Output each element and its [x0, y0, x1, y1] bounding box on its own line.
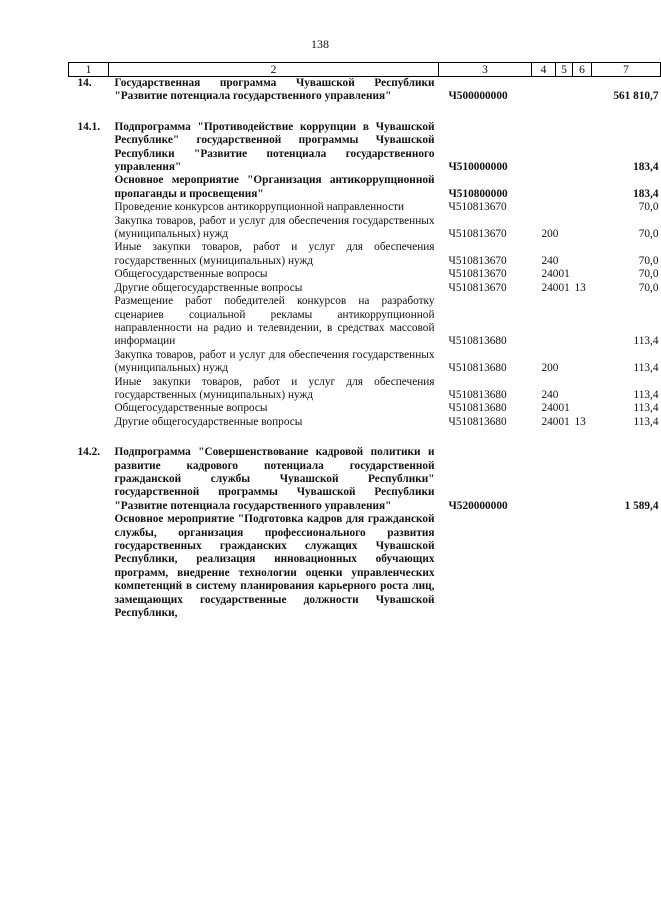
- row-name: Другие общегосударственные вопросы: [114, 281, 303, 294]
- header-col-6: 6: [573, 63, 592, 77]
- row-section: 01: [558, 268, 570, 281]
- row-amount: 70,0: [638, 201, 659, 214]
- table-row: [69, 282, 661, 295]
- row-name: Другие общегосударственные вопросы: [114, 415, 303, 428]
- row-section: 01: [558, 281, 570, 294]
- row-number: [69, 295, 109, 349]
- row-name: Основное мероприятие "Подготовка кадров для гражданской службы, организация профессионального развития государственных гражданских служащих Чувашской Республики, реализация инновационных обучающих программ, внедрение технологии оценки управленческих компетенций в систему планирования карьерного роста лиц, замещающих государственные должности Чувашской Республики,: [114, 513, 435, 620]
- row-subsection: [573, 201, 592, 214]
- row-amount: 70,0: [638, 268, 659, 281]
- row-amount: 561 810,7: [613, 90, 659, 103]
- header-col-4: 4: [532, 63, 556, 77]
- row-subsection: [573, 349, 592, 376]
- row-amount: 113,4: [633, 415, 659, 428]
- row-target-code: Ч510813670: [448, 228, 507, 241]
- row-expense-type: 240: [541, 402, 559, 415]
- row-expense-type: [532, 77, 556, 104]
- row-name: Основное мероприятие "Организация антикоррупционной пропаганды и просвещения": [114, 174, 435, 200]
- row-name: Подпрограмма "Противодействие коррупции в Чувашской Республике" государственной программы Чувашской Республики "Развитие потенциала государственного управления": [114, 120, 435, 174]
- row-subsection: [573, 295, 592, 349]
- row-name: Общегосударственные вопросы: [114, 268, 268, 281]
- budget-table: [68, 62, 661, 620]
- row-number: [69, 174, 109, 201]
- row-section: [556, 446, 573, 513]
- row-expense-type: 240: [541, 415, 559, 428]
- row-amount: 70,0: [638, 254, 659, 267]
- row-number: [69, 416, 109, 429]
- row-amount: 70,0: [638, 228, 659, 241]
- row-expense-type: [532, 295, 556, 349]
- row-name: Иные закупки товаров, работ и услуг для обеспечения государственных (муниципальных) нужд: [114, 375, 435, 401]
- row-subsection: 13: [574, 415, 586, 428]
- row-expense-type: 240: [541, 268, 559, 281]
- header-col-3: 3: [439, 63, 532, 77]
- row-expense-type: [532, 201, 556, 214]
- row-number: 14.2.: [77, 446, 101, 459]
- row-target-code: Ч510813670: [448, 201, 507, 214]
- table-row: [69, 215, 661, 242]
- row-subsection: [573, 174, 592, 201]
- row-target-code: Ч510800000: [448, 187, 508, 200]
- row-name: Закупка товаров, работ и услуг для обеспечения государственных (муниципальных) нужд: [114, 214, 435, 241]
- row-number: [69, 215, 109, 242]
- row-target-code: Ч510813670: [448, 281, 507, 294]
- row-expense-type: 200: [541, 228, 559, 241]
- row-expense-type: 240: [541, 281, 559, 294]
- row-expense-type: [532, 121, 556, 175]
- table-row: [69, 121, 661, 175]
- row-number: [69, 268, 109, 281]
- row-target-code: Ч510813680: [448, 335, 507, 348]
- row-number: [69, 349, 109, 376]
- row-section: 01: [558, 402, 570, 415]
- table-row: [69, 513, 661, 620]
- row-spacer: [69, 104, 661, 121]
- row-section: 01: [558, 415, 570, 428]
- header-col-7: 7: [592, 63, 661, 77]
- row-number: [69, 201, 109, 214]
- row-section: [556, 201, 573, 214]
- table-row: [69, 241, 661, 268]
- row-expense-type: [532, 174, 556, 201]
- row-amount: 113,4: [633, 388, 659, 401]
- row-number: 14.: [77, 77, 92, 89]
- row-subsection: [573, 513, 592, 620]
- table-row: [69, 295, 661, 349]
- row-number: [69, 282, 109, 295]
- row-name: Государственная программа Чувашской Республики "Развитие потенциала государственного управления": [114, 77, 435, 103]
- row-amount: 113,4: [633, 402, 659, 415]
- row-subsection: [573, 241, 592, 268]
- table-header-row: [69, 63, 661, 77]
- table-row: [69, 349, 661, 376]
- table-row: [69, 268, 661, 281]
- row-subsection: [573, 376, 592, 403]
- row-amount: [592, 513, 661, 620]
- page-number: 138: [311, 37, 329, 51]
- row-target-code: Ч510813670: [448, 254, 507, 267]
- row-target-code: Ч510813680: [448, 415, 507, 428]
- row-spacer: [69, 429, 661, 446]
- row-amount: 1 589,4: [624, 499, 659, 512]
- row-name: Общегосударственные вопросы: [114, 402, 268, 415]
- row-target-code: Ч510813680: [448, 402, 507, 415]
- row-section: [556, 121, 573, 175]
- row-subsection: [573, 121, 592, 175]
- row-subsection: [573, 402, 592, 415]
- row-expense-type: 240: [541, 388, 559, 401]
- row-number: [69, 376, 109, 403]
- table-row: [69, 402, 661, 415]
- row-subsection: [573, 77, 592, 104]
- row-number: [69, 402, 109, 415]
- row-name: Закупка товаров, работ и услуг для обеспечения государственных (муниципальных) нужд: [114, 348, 435, 375]
- row-expense-type: [532, 446, 556, 513]
- table-row: [69, 77, 661, 104]
- row-section: [556, 77, 573, 104]
- row-target-code: Ч500000000: [448, 90, 508, 103]
- row-subsection: [573, 446, 592, 513]
- row-amount: 183,4: [633, 187, 659, 200]
- row-name: Подпрограмма "Совершенствование кадровой политики и развитие кадрового потенциала государственной гражданской службы Чувашской Республики" государственной программы Чувашской Республики "Развитие потенциала государственного управления": [114, 446, 435, 512]
- row-section: [556, 513, 573, 620]
- header-col-1: 1: [69, 63, 109, 77]
- row-name: Проведение конкурсов антикоррупционной направленности: [114, 201, 405, 214]
- row-target-code: Ч510000000: [448, 161, 508, 174]
- row-amount: 113,4: [633, 335, 659, 348]
- row-amount: 183,4: [633, 161, 659, 174]
- table-row: [69, 416, 661, 429]
- row-subsection: [573, 215, 592, 242]
- row-subsection: [573, 268, 592, 281]
- row-expense-type: 240: [541, 254, 559, 267]
- row-target-code: Ч510813670: [448, 268, 507, 281]
- header-col-2: 2: [109, 63, 439, 77]
- row-expense-type: [532, 513, 556, 620]
- row-name: Размещение работ победителей конкурсов на разработку сценариев социальной рекламы антикоррупционной направленности на радио и телевидении, в средствах массовой информации: [114, 295, 435, 348]
- table-row: [69, 446, 661, 513]
- row-number: 14.1.: [77, 120, 101, 133]
- row-amount: 113,4: [633, 362, 659, 375]
- spacer-cell: [69, 429, 661, 446]
- row-expense-type: 200: [541, 362, 559, 375]
- table-row: [69, 376, 661, 403]
- row-number: [69, 241, 109, 268]
- spacer-cell: [69, 104, 661, 121]
- row-name: Иные закупки товаров, работ и услуг для обеспечения государственных (муниципальных) нужд: [114, 241, 435, 267]
- table-row: [69, 201, 661, 214]
- row-section: [556, 174, 573, 201]
- row-target-code: Ч510813680: [448, 388, 507, 401]
- row-subsection: 13: [574, 281, 586, 294]
- row-section: [556, 295, 573, 349]
- header-col-5: 5: [556, 63, 573, 77]
- row-number: [69, 513, 109, 620]
- row-amount: 70,0: [638, 281, 659, 294]
- row-target-code: [439, 513, 532, 620]
- row-target-code: Ч520000000: [448, 499, 508, 512]
- row-target-code: Ч510813680: [448, 362, 507, 375]
- table-row: [69, 174, 661, 201]
